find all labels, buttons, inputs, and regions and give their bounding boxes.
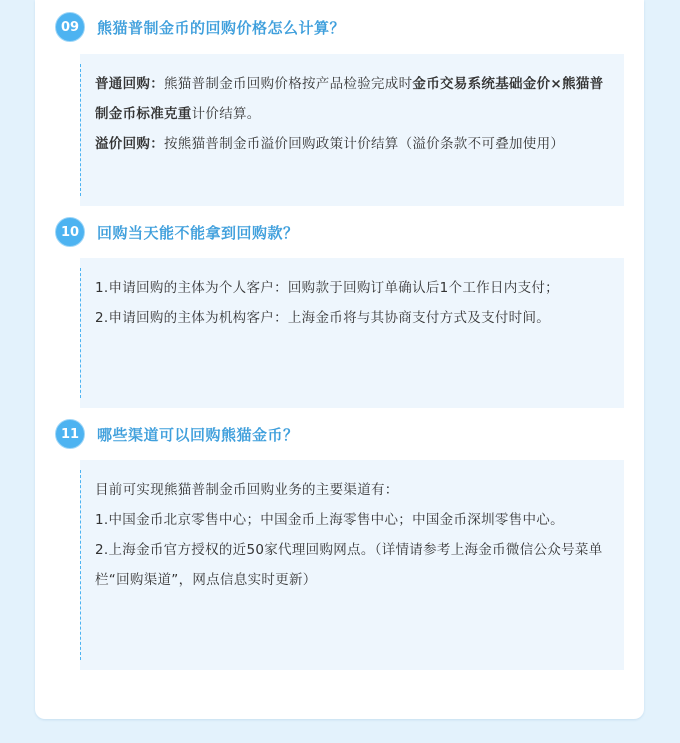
faq-section-09 <box>35 0 644 210</box>
answer-paragraph: 1.申请回购的主体为个人客户：回购款于回购订单确认后1个工作日内支付； <box>95 280 559 296</box>
question-header <box>55 217 299 247</box>
answer-content: 按熊猫普制金币溢价回购政策计价结算（溢价条款不可叠加使用） <box>164 136 565 152</box>
question-header <box>55 419 299 449</box>
question-title: 哪些渠道可以回购熊猫金币？ <box>97 425 299 444</box>
answer-text <box>95 475 612 595</box>
answer-paragraph: 1.中国金币北京零售中心；中国金币上海零售中心；中国金币深圳零售中心。 <box>95 512 564 528</box>
question-title: 回购当天能不能拿到回购款？ <box>97 223 299 242</box>
answer-paragraph <box>95 129 612 159</box>
dashed-divider <box>80 268 81 398</box>
answer-content: 计价结算。 <box>191 106 261 122</box>
dashed-divider <box>80 64 81 196</box>
question-number-badge: 11 <box>55 419 85 449</box>
faq-card <box>35 0 644 719</box>
question-number-badge: 10 <box>55 217 85 247</box>
answer-label: 溢价回购： <box>95 136 164 152</box>
answer-text <box>95 273 612 333</box>
faq-section-10 <box>35 210 644 410</box>
question-title: 熊猫普制金币的回购价格怎么计算？ <box>97 18 346 37</box>
answer-paragraph: 2.上海金币官方授权的近50家代理回购网点。（详情请参考上海金币微信公众号菜单栏“回购渠道”，网点信息实时更新） <box>95 542 603 588</box>
answer-emphasis: 金币交易系统基础金价×熊猫普制金币标准克重 <box>95 76 604 122</box>
question-number-badge: 09 <box>55 12 85 42</box>
question-header <box>55 12 345 42</box>
answer-box <box>80 258 624 408</box>
answer-text <box>95 69 612 159</box>
answer-paragraph: 目前可实现熊猫普制金币回购业务的主要渠道有： <box>95 482 399 498</box>
answer-label: 普通回购： <box>95 76 164 92</box>
answer-paragraph <box>95 69 612 129</box>
answer-content: 熊猫普制金币回购价格按产品检验完成时 <box>164 76 413 92</box>
answer-box <box>80 54 624 206</box>
answer-box <box>80 460 624 670</box>
faq-section-11 <box>35 412 644 672</box>
dashed-divider <box>80 470 81 660</box>
answer-paragraph: 2.申请回购的主体为机构客户：上海金币将与其协商支付方式及支付时间。 <box>95 310 551 326</box>
